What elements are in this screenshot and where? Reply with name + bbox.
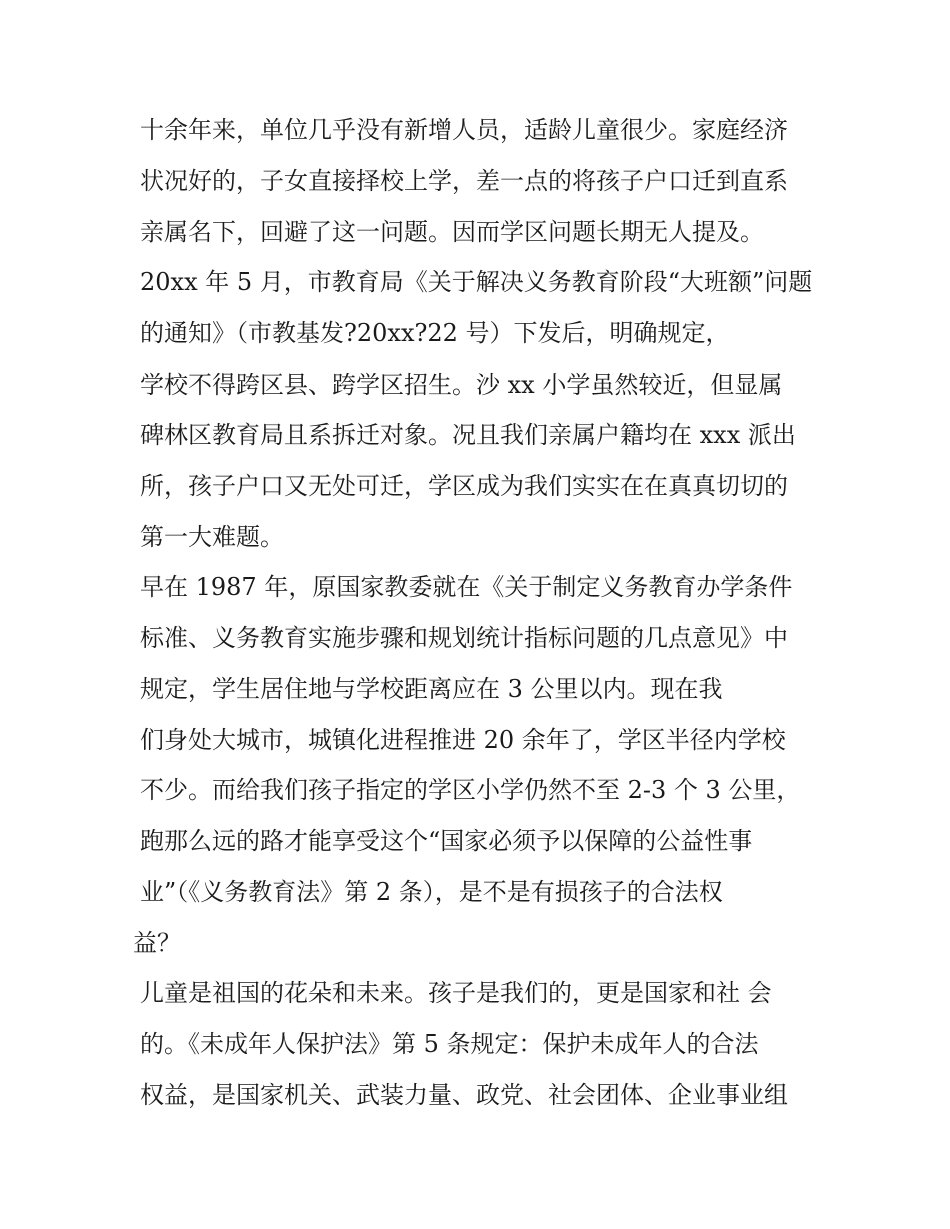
- text-line: 儿童是祖国的花朵和未来。孩子是我们的，更是国家和社 会: [140, 979, 772, 1007]
- text-line: 学校不得跨区县、跨学区招生。沙 xx 小学虽然较近，但显属: [140, 371, 783, 399]
- text-line: 益？: [133, 929, 181, 957]
- text-line: 状况好的，子女直接择校上学，差一点的将孩子户口迁到直系: [140, 167, 788, 195]
- text-line: 们身处大城市，城镇化进程推进 20 余年了，学区半径内学校: [140, 726, 786, 754]
- text-line: 的通知》（市教基发?20xx?22 号）下发后，明确规定，: [140, 319, 730, 347]
- text-line: 20xx 年 5 月，市教育局《关于解决义务教育阶段“大班额”问题: [140, 268, 813, 296]
- text-line: 第一大难题。: [140, 523, 284, 551]
- text-line: 所，孩子户口又无处可迁，学区成为我们实实在在真真切切的: [140, 472, 788, 500]
- text-line: 的。《未成年人保护法》第 5 条规定：保护未成年人的合法: [140, 1030, 759, 1058]
- text-line: 碑林区教育局且系拆迁对象。况且我们亲属户籍均在 xxx 派出: [140, 421, 796, 449]
- text-line: 跑那么远的路才能享受这个“国家必须予以保障的公益性事: [140, 827, 753, 855]
- text-line: 早在 1987 年，原国家教委就在《关于制定义务教育办学条件: [140, 573, 793, 601]
- text-line: 规定，学生居住地与学校距离应在 3 公里以内。现在我: [140, 675, 723, 703]
- text-line: 标准、义务教育实施步骤和规划统计指标问题的几点意见》中: [140, 624, 788, 652]
- text-line: 亲属名下，回避了这一问题。因而学区问题长期无人提及。: [140, 218, 764, 246]
- text-line: 权益，是国家机关、武装力量、政党、社会团体、企业事业组: [140, 1081, 788, 1109]
- text-line: 不少。而给我们孩子指定的学区小学仍然不至 2-3 个 3 公里，: [140, 776, 801, 804]
- text-line: 业”（《义务教育法》第 2 条），是不是有损孩子的合法权: [140, 878, 723, 906]
- text-line: 十余年来，单位几乎没有新增人员，适龄儿童很少。家庭经济: [140, 116, 788, 144]
